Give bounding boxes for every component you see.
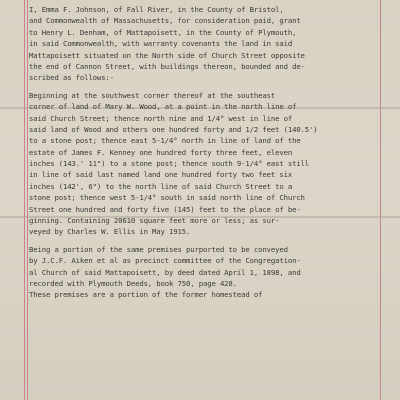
text-line: scribed as follows:- <box>29 73 114 83</box>
text-line: inches (142', 6") to the north line of said Church Street to a <box>29 181 293 191</box>
text-line: Beginning at the southwest corner thereof at the southeast <box>29 90 276 100</box>
text-line: stone post; thence west 5-1/4° south in said north line of Church <box>29 193 305 203</box>
deed-text-body <box>29 4 381 301</box>
text-line: and Commonwealth of Massachusetts, for consideration paid, grant <box>29 16 301 26</box>
text-line: the end of Cannon Street, with buildings thereon, bounded and de- <box>29 61 305 71</box>
text-line: to Henry L. Denham, of Mattapoisett, in the County of Plymouth, <box>29 27 297 37</box>
text-line: estate of James F. Kenney one hundred forty three feet, eleven <box>29 147 293 157</box>
text-line: Mattapoisett situated on the North side of Church Street opposite <box>29 50 305 60</box>
left-margin-rule <box>24 0 25 400</box>
text-line: These premises are a portion of the former homestead of <box>29 290 263 300</box>
text-line: inches (143.' 11") to a stone post; thence south 9-1/4° east still <box>29 159 310 169</box>
text-line: in line of said last named land one hundred forty two feet six <box>29 170 293 180</box>
text-line: to a stone post; thence east 5-1/4° north in line of land of the <box>29 136 301 146</box>
text-line: Being a portion of the same premises purported to be conveyed <box>29 244 288 254</box>
text-line: in said Commonwealth, with warranty covenants the land in said <box>29 39 293 49</box>
text-line: by J.C.F. Aiken et al as precinct committee of the Congregation- <box>29 256 301 266</box>
text-line: said land of Wood and others one hundred forty and 1/2 feet (140.5') <box>29 124 318 134</box>
text-line: corner of land of Mary W. Wood, at a point in the north line of <box>29 102 297 112</box>
text-line: I, Emma F. Johnson, of Fall River, in the County of Bristol, <box>29 5 284 14</box>
left-margin-rule <box>27 0 28 400</box>
text-line: said Church Street; thence north nine and 1/4° west in line of <box>29 113 293 123</box>
text-line: al Church of said Mattapoisett, by deed dated April 1, 1898, and <box>29 267 301 277</box>
text-line: veyed by Charles W. Ellis in May 1915. <box>29 227 191 237</box>
text-line: recorded with Plymouth Deeds, book 750, page 428. <box>29 278 237 288</box>
text-line: ginning. Containing 20610 square feet more or less; as sur- <box>29 216 280 226</box>
text-line: Street one hundred and forty five (145) feet to the place of be- <box>29 204 301 214</box>
